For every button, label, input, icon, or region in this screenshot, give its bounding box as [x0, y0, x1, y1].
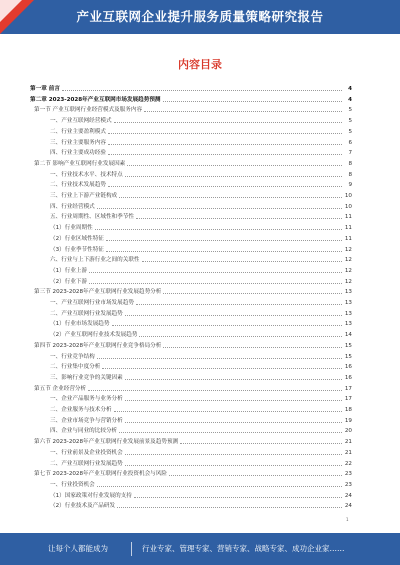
toc-entry-title: 五、行业周期性、区域性和季节性 [50, 214, 134, 221]
toc-entry-title: 二、企业服务与技术分析 [50, 407, 112, 413]
footer-divider [131, 542, 132, 556]
toc-entry-title: （2）行业技术及产品研发 [50, 503, 116, 510]
toc-entry-title: 第七节 2023-2028年产业互联网行业投资机会与风险 [34, 471, 167, 478]
toc-entry[interactable] [0, 299, 400, 307]
toc-leader-dots [125, 397, 342, 401]
toc-entry-page: 14 [344, 332, 352, 339]
toc-leader-dots [95, 226, 342, 230]
toc-entry[interactable] [0, 278, 400, 286]
toc-entry-page: 4 [348, 96, 352, 103]
toc-entry-page: 10 [344, 193, 352, 199]
toc-entry[interactable] [0, 310, 400, 318]
toc-entry[interactable] [0, 181, 400, 189]
toc-leader-dots [97, 205, 342, 209]
toc-entry[interactable] [0, 449, 400, 457]
header-bar [0, 0, 400, 34]
toc-entry-page: 13 [344, 310, 352, 317]
toc-leader-dots [163, 290, 342, 294]
toc-entry-title: 三、影响行业竞争的关键因素 [50, 374, 123, 381]
toc-entry-title: （2）产业互联网行业技术发展趋势 [50, 332, 138, 339]
toc-entry-title: 第五节 企业经营分析 [34, 385, 87, 392]
toc-entry-title: 一、产业互联网经营模式 [50, 118, 112, 125]
toc-leader-dots [97, 355, 342, 359]
toc-entry-page: 17 [344, 385, 352, 392]
toc-entry-page: 18 [344, 407, 352, 413]
toc-entry-title: 二、产业互联网行业发展趋势 [50, 310, 123, 317]
toc-leader-dots [136, 215, 342, 219]
toc-entry[interactable] [0, 117, 400, 125]
toc-entry[interactable] [0, 267, 400, 275]
toc-entry[interactable] [0, 192, 400, 200]
toc-entry-title: 三、行业上下游产业链构成 [50, 193, 118, 199]
toc-leader-dots [142, 258, 342, 262]
toc-leader-dots [125, 462, 342, 466]
toc-leader-dots [106, 237, 342, 241]
toc-entry[interactable] [0, 427, 400, 435]
toc-entry[interactable] [0, 160, 400, 168]
toc-entry-page: 10 [344, 203, 352, 210]
toc-entry[interactable] [0, 438, 400, 446]
toc-entry[interactable] [0, 288, 400, 296]
toc-entry-page: 5 [348, 118, 352, 125]
toc-leader-dots [169, 472, 342, 476]
toc-entry-page: 22 [344, 460, 352, 467]
toc-leader-dots [125, 451, 342, 455]
toc-entry-title: 一、产业互联网行业市场发展趋势 [50, 300, 134, 306]
toc-entry[interactable] [0, 470, 400, 478]
toc-entry[interactable] [0, 203, 400, 211]
toc-leader-dots [89, 269, 342, 273]
toc-entry-title: 二、行业集中度分析 [50, 364, 101, 371]
toc-leader-dots [125, 312, 342, 316]
toc-entry-page: 24 [344, 492, 352, 499]
toc-entry-title: 第二章 2023-2028年产业互联网市场发展趋势预测 [30, 96, 161, 103]
toc-entry[interactable] [0, 374, 400, 382]
toc-leader-dots [106, 248, 342, 252]
toc-leader-dots [102, 365, 342, 369]
toc-entry[interactable] [0, 106, 400, 114]
toc-entry-title: 一、行业技术水平、技术特点 [50, 171, 123, 178]
toc-leader-dots [97, 483, 342, 487]
toc-entry[interactable] [0, 85, 400, 93]
toc-entry-page: 13 [344, 321, 352, 328]
toc-entry-page: 21 [344, 439, 352, 446]
toc-entry-title: （1）行业周期性 [50, 225, 93, 232]
toc-entry-page: 4 [348, 86, 352, 92]
toc-leader-dots [108, 141, 342, 145]
toc-entry-title: 二、产业互联网行业发展趋势 [50, 460, 123, 467]
toc-leader-dots [112, 322, 343, 326]
toc-entry-page: 21 [344, 449, 352, 456]
toc-entry-page: 16 [344, 374, 352, 381]
toc-entry[interactable] [0, 171, 400, 179]
toc-leader-dots [125, 419, 342, 423]
toc-entry-page: 9 [348, 182, 352, 189]
toc-leader-dots [180, 440, 342, 444]
toc-leader-dots [163, 344, 342, 348]
toc-entry-page: 11 [344, 214, 352, 221]
toc-entry-page: 7 [348, 150, 352, 157]
toc-entry-page: 17 [344, 396, 352, 403]
toc-entry[interactable] [0, 96, 400, 104]
toc-entry-page: 19 [344, 417, 352, 424]
toc-entry-page: 12 [344, 257, 352, 264]
toc-leader-dots [108, 183, 342, 187]
toc-leader-dots [125, 173, 342, 177]
toc-entry-page: 12 [344, 267, 352, 274]
toc-entry-title: （1）行业上游 [50, 267, 88, 274]
toc-leader-dots [163, 98, 342, 102]
toc-entry[interactable] [0, 395, 400, 403]
toc-leader-dots [125, 376, 342, 380]
toc-entry[interactable] [0, 320, 400, 328]
toc-leader-dots [144, 108, 342, 112]
toc-entry[interactable] [0, 417, 400, 425]
toc-entry-page: 11 [344, 225, 352, 232]
toc-entry-title: 一、行业投资机会 [50, 481, 95, 488]
toc-entry-title: 第四节 2023-2028年产业互联网行业竞争格局分析 [34, 342, 162, 349]
toc-leader-dots [134, 494, 342, 498]
toc-leader-dots [139, 333, 342, 337]
toc-entry[interactable] [0, 363, 400, 371]
toc-entry-page: 8 [348, 171, 352, 178]
toc-leader-dots [89, 280, 342, 284]
toc-entry-title: 第六节 2023-2028年产业互联网行业发展前景及趋势预测 [34, 439, 179, 446]
toc-leader-dots [114, 408, 342, 412]
toc-entry-title: （3）行业季节性特征 [50, 246, 104, 253]
toc-entry-page: 12 [344, 246, 352, 253]
toc-leader-dots [119, 429, 342, 433]
toc-entry-title: 一、行业前景及企业投资机会 [50, 449, 123, 456]
toc-entry[interactable] [0, 385, 400, 393]
footer-bar [0, 533, 400, 565]
toc-entry-title: 一、企业产品服务与业务分析 [50, 396, 123, 403]
toc-entry[interactable] [0, 492, 400, 500]
toc-entry-page: 16 [344, 364, 352, 371]
toc-entry-page: 23 [344, 481, 352, 488]
toc-leader-dots [117, 504, 342, 508]
toc-entry-page: 13 [344, 300, 352, 306]
toc-entry-title: 四、行业主要成功经验 [50, 150, 106, 157]
toc-leader-dots [62, 87, 342, 91]
toc-entry-title: 第二节 影响产业互联网行业发展因素 [34, 160, 126, 167]
toc-entry-page: 12 [344, 278, 352, 285]
toc-entry-title: 第一节 产业互联网行业经营模式及服务内容 [34, 107, 143, 114]
toc-entry-page: 13 [344, 289, 352, 296]
toc-entry[interactable] [0, 481, 400, 489]
toc-entry[interactable] [0, 128, 400, 136]
toc-leader-dots [119, 194, 342, 198]
page-number: 1 [346, 517, 349, 522]
toc-entry-title: （2）行业区域性特征 [50, 235, 104, 242]
toc-entry-title: 四、企业与同业的比较分析 [50, 428, 118, 435]
toc-entry[interactable] [0, 149, 400, 157]
toc-leader-dots [88, 387, 342, 391]
toc-entry-title: 一、行业竞争结构 [50, 353, 95, 360]
toc-entry-title: 第三节 2023-2028年产业互联网行业发展趋势分析 [34, 289, 162, 296]
toc-entry[interactable] [0, 246, 400, 254]
toc-entry[interactable] [0, 502, 400, 510]
toc-entry[interactable] [0, 331, 400, 339]
toc-leader-dots [108, 151, 342, 155]
toc-leader-dots [108, 130, 342, 134]
toc-entry-page: 15 [344, 342, 352, 349]
toc-entry-page: 20 [344, 428, 352, 435]
toc-entry[interactable] [0, 213, 400, 221]
document-title: 产业互联网企业提升服务质量策略研究报告 [76, 9, 324, 24]
toc-entry-page: 6 [348, 139, 352, 146]
toc-entry-page: 5 [348, 107, 352, 114]
toc-entry-title: （1）行业市场发展趋势 [50, 321, 110, 328]
toc-leader-dots [127, 162, 342, 166]
toc-entry-page: 5 [348, 128, 352, 135]
toc-entry-title: 四、行业经营模式 [50, 203, 95, 210]
toc-entry-title: （2）行业下游 [50, 278, 88, 285]
toc-entry-title: 三、行业主要服务内容 [50, 139, 106, 146]
toc-entry-page: 24 [344, 503, 352, 510]
toc-entry[interactable] [0, 406, 400, 414]
footer-slogan: 让每个人都能成为 [48, 544, 108, 553]
toc-entry[interactable] [0, 460, 400, 468]
footer-tagline: 行业专家、管理专家、营销专家、战略专家、成功企业家…… [142, 544, 345, 553]
toc-entry[interactable] [0, 235, 400, 243]
toc-entry[interactable] [0, 224, 400, 232]
toc-entry[interactable] [0, 353, 400, 361]
toc-entry[interactable] [0, 256, 400, 264]
toc-heading: 内容目录 [178, 58, 222, 71]
toc-leader-dots [114, 119, 342, 123]
toc-entry-page: 15 [344, 353, 352, 360]
toc-entry-title: 六、行业与上下游行业之间的关联性 [50, 257, 140, 264]
toc-entry[interactable] [0, 342, 400, 350]
toc-entry[interactable] [0, 139, 400, 147]
toc-entry-title: 二、行业主要盈利模式 [50, 128, 106, 135]
toc-leader-dots [136, 301, 342, 305]
toc-entry-title: （1）国家政策对行业发展的支持 [50, 492, 132, 499]
toc-entry-page: 11 [344, 235, 352, 242]
toc-entry-title: 第一章 前言 [30, 86, 60, 92]
toc-entry-page: 8 [348, 160, 352, 167]
toc-entry-page: 23 [344, 471, 352, 478]
toc-entry-title: 二、行业技术发展趋势 [50, 182, 106, 189]
toc-entry-title: 三、企业市场竞争与营销分析 [50, 417, 123, 424]
